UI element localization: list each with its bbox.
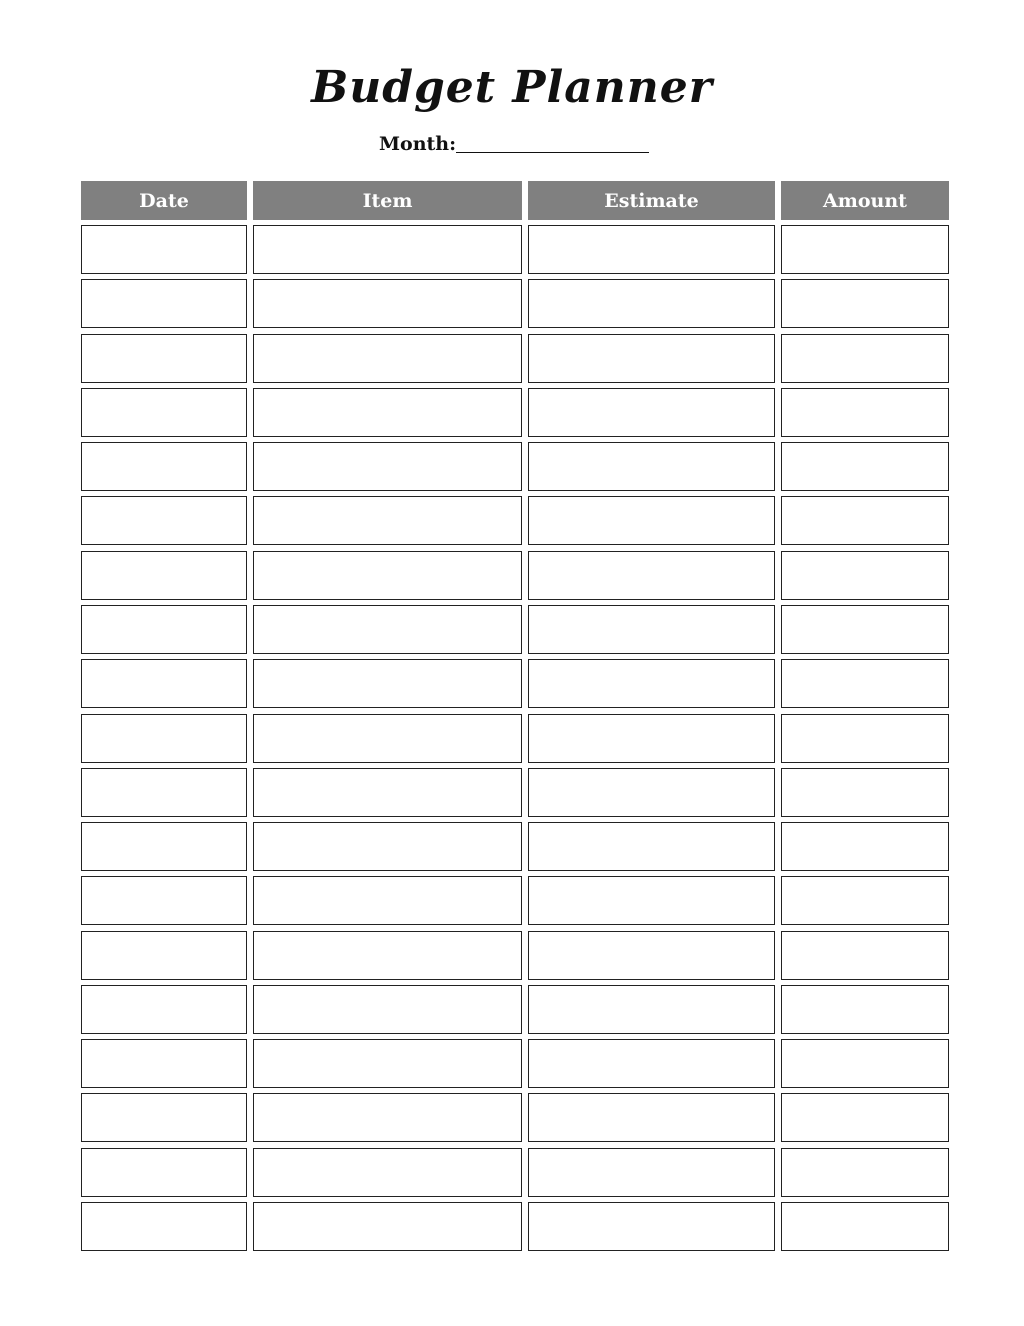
estimate-cell[interactable] — [528, 931, 775, 980]
estimate-cell[interactable] — [528, 388, 775, 437]
estimate-cell[interactable] — [528, 279, 775, 328]
column-header-item: Item — [253, 181, 522, 220]
item-cell[interactable] — [253, 279, 522, 328]
date-cell[interactable] — [81, 279, 247, 328]
amount-cell[interactable] — [781, 931, 949, 980]
date-cell[interactable] — [81, 931, 247, 980]
item-cell[interactable] — [253, 1148, 522, 1197]
date-cell[interactable] — [81, 768, 247, 817]
amount-cell[interactable] — [781, 876, 949, 925]
amount-cell[interactable] — [781, 985, 949, 1034]
date-cell[interactable] — [81, 388, 247, 437]
item-cell[interactable] — [253, 876, 522, 925]
estimate-cell[interactable] — [528, 985, 775, 1034]
date-cell[interactable] — [81, 1202, 247, 1251]
estimate-cell[interactable] — [528, 334, 775, 383]
estimate-cell[interactable] — [528, 659, 775, 708]
date-cell[interactable] — [81, 714, 247, 763]
date-cell[interactable] — [81, 1148, 247, 1197]
item-cell[interactable] — [253, 388, 522, 437]
amount-cell[interactable] — [781, 1148, 949, 1197]
amount-cell[interactable] — [781, 768, 949, 817]
amount-cell[interactable] — [781, 442, 949, 491]
item-cell[interactable] — [253, 768, 522, 817]
amount-cell[interactable] — [781, 334, 949, 383]
item-cell[interactable] — [253, 605, 522, 654]
date-cell[interactable] — [81, 876, 247, 925]
item-cell[interactable] — [253, 1039, 522, 1088]
estimate-cell[interactable] — [528, 1202, 775, 1251]
item-cell[interactable] — [253, 822, 522, 871]
item-cell[interactable] — [253, 551, 522, 600]
column-header-amount: Amount — [781, 181, 949, 220]
amount-cell[interactable] — [781, 605, 949, 654]
amount-cell[interactable] — [781, 279, 949, 328]
month-field[interactable] — [456, 152, 649, 153]
amount-cell[interactable] — [781, 659, 949, 708]
estimate-cell[interactable] — [528, 551, 775, 600]
item-cell[interactable] — [253, 1202, 522, 1251]
date-cell[interactable] — [81, 551, 247, 600]
item-cell[interactable] — [253, 334, 522, 383]
item-cell[interactable] — [253, 496, 522, 545]
date-cell[interactable] — [81, 985, 247, 1034]
estimate-cell[interactable] — [528, 822, 775, 871]
estimate-cell[interactable] — [528, 768, 775, 817]
date-cell[interactable] — [81, 1039, 247, 1088]
item-cell[interactable] — [253, 225, 522, 274]
column-header-estimate: Estimate — [528, 181, 775, 220]
date-cell[interactable] — [81, 496, 247, 545]
item-cell[interactable] — [253, 442, 522, 491]
date-cell[interactable] — [81, 334, 247, 383]
date-cell[interactable] — [81, 659, 247, 708]
item-cell[interactable] — [253, 985, 522, 1034]
estimate-cell[interactable] — [528, 605, 775, 654]
item-cell[interactable] — [253, 1093, 522, 1142]
estimate-cell[interactable] — [528, 442, 775, 491]
estimate-cell[interactable] — [528, 876, 775, 925]
date-cell[interactable] — [81, 605, 247, 654]
amount-cell[interactable] — [781, 551, 949, 600]
amount-cell[interactable] — [781, 1202, 949, 1251]
item-cell[interactable] — [253, 659, 522, 708]
amount-cell[interactable] — [781, 822, 949, 871]
estimate-cell[interactable] — [528, 225, 775, 274]
date-cell[interactable] — [81, 822, 247, 871]
estimate-cell[interactable] — [528, 1039, 775, 1088]
amount-cell[interactable] — [781, 714, 949, 763]
amount-cell[interactable] — [781, 496, 949, 545]
amount-cell[interactable] — [781, 388, 949, 437]
estimate-cell[interactable] — [528, 496, 775, 545]
month-label: Month: — [379, 133, 457, 155]
date-cell[interactable] — [81, 1093, 247, 1142]
amount-cell[interactable] — [781, 1093, 949, 1142]
column-header-date: Date — [81, 181, 247, 220]
item-cell[interactable] — [253, 931, 522, 980]
page-title: Budget Planner — [311, 62, 713, 113]
estimate-cell[interactable] — [528, 714, 775, 763]
amount-cell[interactable] — [781, 225, 949, 274]
amount-cell[interactable] — [781, 1039, 949, 1088]
estimate-cell[interactable] — [528, 1148, 775, 1197]
estimate-cell[interactable] — [528, 1093, 775, 1142]
date-cell[interactable] — [81, 225, 247, 274]
date-cell[interactable] — [81, 442, 247, 491]
item-cell[interactable] — [253, 714, 522, 763]
